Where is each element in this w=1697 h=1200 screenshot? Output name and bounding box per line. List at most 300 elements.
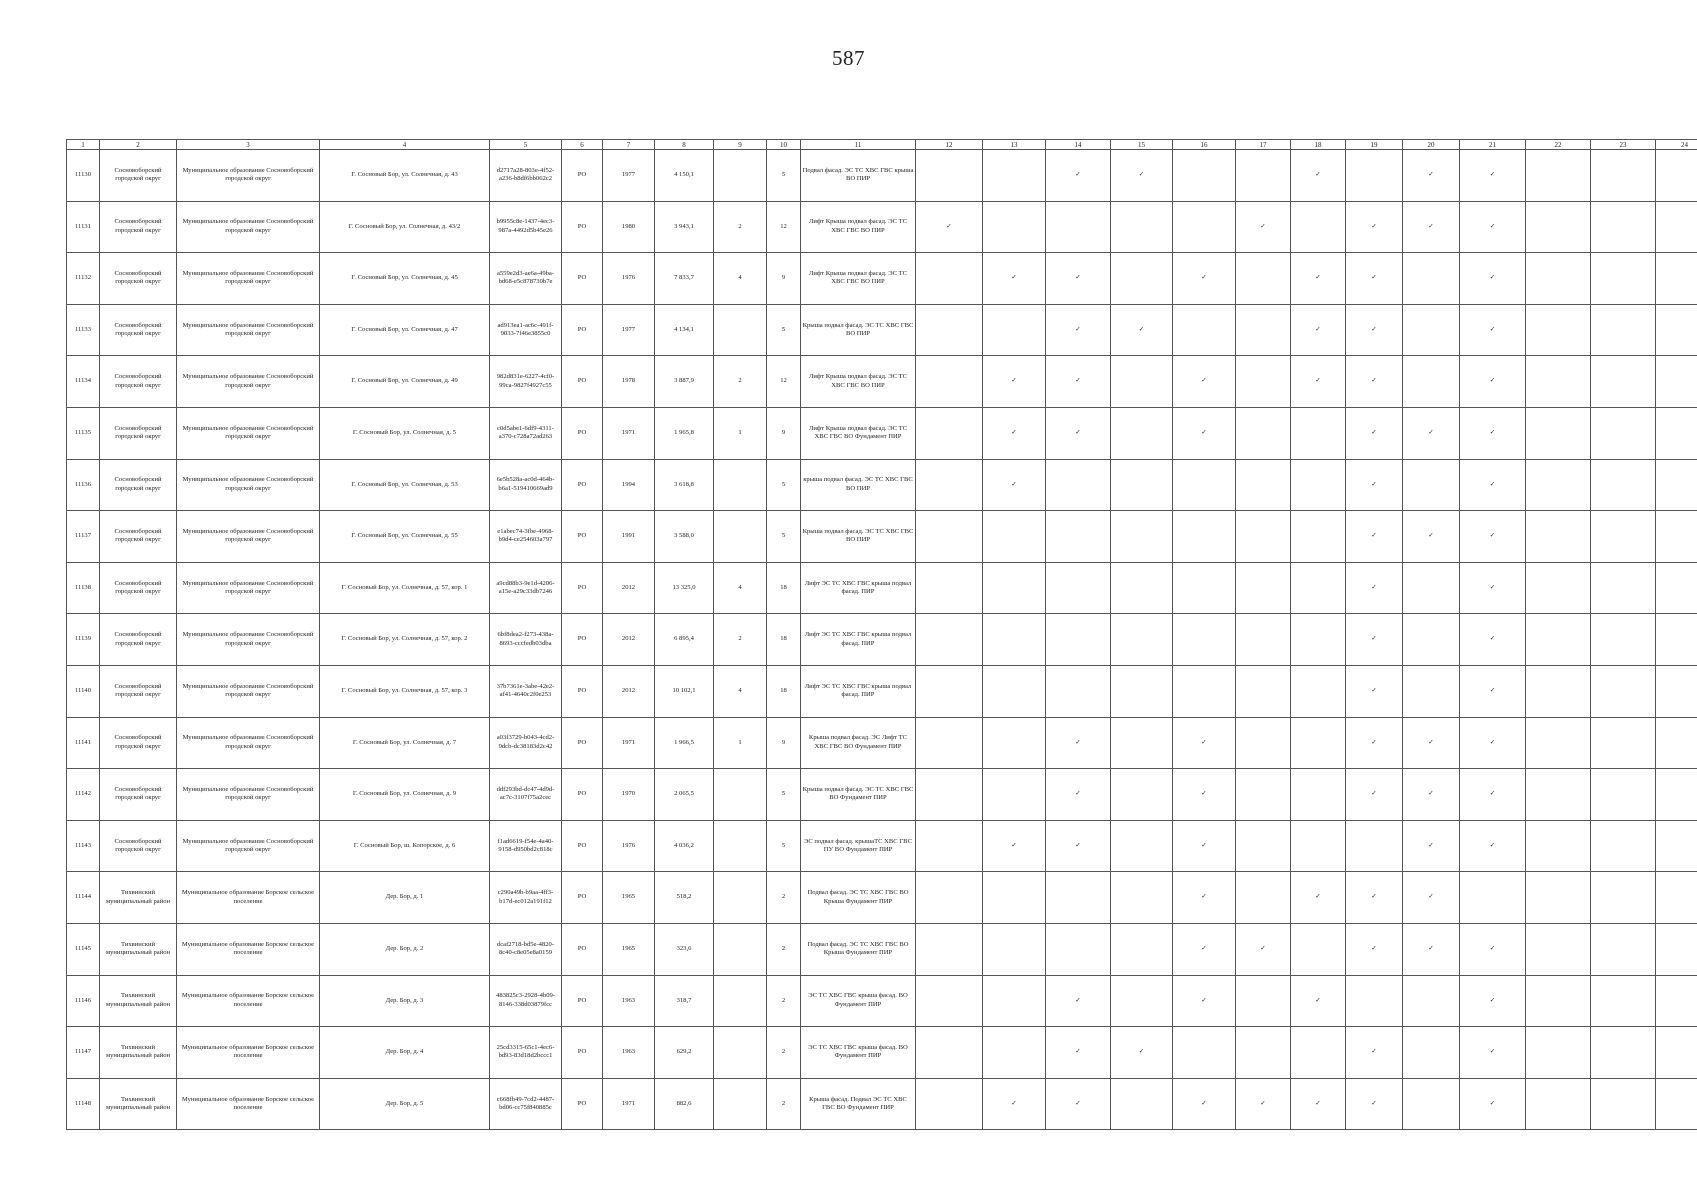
empty-cell [916, 459, 983, 511]
empty-cell [1526, 201, 1591, 253]
table-row [67, 150, 1697, 202]
check-mark-icon: ✓ [1346, 407, 1403, 459]
area-cell: 3 588,0 [655, 511, 714, 563]
empty-cell [1046, 511, 1111, 563]
row-id: 11131 [67, 201, 100, 253]
type-cell: РО [562, 717, 603, 769]
empty-cell [1656, 820, 1697, 872]
entrances-cell [714, 1078, 767, 1130]
empty-cell [983, 150, 1046, 202]
empty-cell [916, 511, 983, 563]
empty-cell [1656, 614, 1697, 666]
check-mark-icon: ✓ [1173, 769, 1236, 821]
year-cell: 1965 [603, 923, 655, 975]
empty-cell [1111, 459, 1173, 511]
empty-cell [1291, 614, 1346, 666]
row-id: 11148 [67, 1078, 100, 1130]
check-mark-icon: ✓ [1460, 717, 1526, 769]
check-mark-icon: ✓ [1291, 1078, 1346, 1130]
empty-cell [1656, 459, 1697, 511]
table-row [67, 562, 1697, 614]
column-header-22: 22 [1526, 140, 1591, 150]
district-cell: Сосновоборский городской округ [100, 820, 177, 872]
empty-cell [1236, 562, 1291, 614]
type-cell: РО [562, 1027, 603, 1079]
check-mark-icon: ✓ [1403, 150, 1460, 202]
table-row [67, 304, 1697, 356]
column-header-12: 12 [916, 140, 983, 150]
year-cell: 1963 [603, 975, 655, 1027]
check-mark-icon: ✓ [1173, 253, 1236, 305]
table-row [67, 407, 1697, 459]
check-mark-icon: ✓ [1460, 769, 1526, 821]
empty-cell [1173, 511, 1236, 563]
empty-cell [1046, 614, 1111, 666]
empty-cell [1346, 975, 1403, 1027]
empty-cell [1291, 923, 1346, 975]
table-row [67, 253, 1697, 305]
empty-cell [1291, 820, 1346, 872]
entrances-cell [714, 150, 767, 202]
municipality-cell: Муниципальное образование Сосновоборский городской округ [177, 665, 320, 717]
row-id: 11141 [67, 717, 100, 769]
empty-cell [983, 665, 1046, 717]
district-cell: Тихвинский муниципальный район [100, 1078, 177, 1130]
check-mark-icon: ✓ [1173, 717, 1236, 769]
check-mark-icon: ✓ [1460, 356, 1526, 408]
check-mark-icon: ✓ [1460, 665, 1526, 717]
works-cell: ЭС ТС ХВС ГВС крыша фасад. ВО Фундамент ПИР [801, 975, 916, 1027]
check-mark-icon: ✓ [1460, 562, 1526, 614]
floors-cell: 12 [767, 201, 801, 253]
type-cell: РО [562, 356, 603, 408]
empty-cell [1111, 820, 1173, 872]
empty-cell [1591, 1027, 1656, 1079]
empty-cell [1403, 253, 1460, 305]
type-cell: РО [562, 304, 603, 356]
year-cell: 1991 [603, 511, 655, 563]
type-cell: РО [562, 665, 603, 717]
check-mark-icon: ✓ [1346, 253, 1403, 305]
table-row [67, 614, 1697, 666]
table-row [67, 511, 1697, 563]
check-mark-icon: ✓ [1236, 201, 1291, 253]
guid-cell: 37b7361e-3abe-42e2-af41-4640c2f0e253 [490, 665, 562, 717]
empty-cell [1526, 459, 1591, 511]
column-header-24: 24 [1656, 140, 1697, 150]
year-cell: 2012 [603, 562, 655, 614]
column-header-8: 8 [655, 140, 714, 150]
empty-cell [916, 356, 983, 408]
empty-cell [1236, 1027, 1291, 1079]
address-cell: Г. Сосновый Бор, ул. Солнечная, д. 43/2 [320, 201, 490, 253]
district-cell: Сосновоборский городской округ [100, 562, 177, 614]
district-cell: Сосновоборский городской округ [100, 150, 177, 202]
empty-cell [916, 717, 983, 769]
address-cell: Г. Сосновый Бор, ул. Солнечная, д. 7 [320, 717, 490, 769]
area-cell: 1 966,5 [655, 717, 714, 769]
municipality-cell: Муниципальное образование Борское сельское поселение [177, 975, 320, 1027]
area-cell: 10 102,1 [655, 665, 714, 717]
entrances-cell [714, 872, 767, 924]
empty-cell [1403, 562, 1460, 614]
check-mark-icon: ✓ [983, 820, 1046, 872]
year-cell: 1965 [603, 872, 655, 924]
empty-cell [983, 304, 1046, 356]
type-cell: РО [562, 459, 603, 511]
empty-cell [1173, 150, 1236, 202]
check-mark-icon: ✓ [1291, 253, 1346, 305]
empty-cell [916, 253, 983, 305]
empty-cell [1173, 459, 1236, 511]
check-mark-icon: ✓ [1403, 872, 1460, 924]
check-mark-icon: ✓ [1236, 923, 1291, 975]
column-header-9: 9 [714, 140, 767, 150]
floors-cell: 2 [767, 923, 801, 975]
address-cell: Дер. Бор, д. 2 [320, 923, 490, 975]
empty-cell [1403, 1078, 1460, 1130]
empty-cell [1591, 820, 1656, 872]
check-mark-icon: ✓ [1346, 562, 1403, 614]
entrances-cell [714, 511, 767, 563]
check-mark-icon: ✓ [1346, 665, 1403, 717]
guid-cell: e1abec74-3fbe-4968-b9d4-ce254603a797 [490, 511, 562, 563]
year-cell: 1978 [603, 356, 655, 408]
check-mark-icon: ✓ [983, 1078, 1046, 1130]
row-id: 11146 [67, 975, 100, 1027]
column-header-13: 13 [983, 140, 1046, 150]
year-cell: 1971 [603, 717, 655, 769]
table-row [67, 820, 1697, 872]
row-id: 11133 [67, 304, 100, 356]
check-mark-icon: ✓ [1460, 1027, 1526, 1079]
guid-cell: c668fb49-7cd2-4487-bd06-cc75f840885c [490, 1078, 562, 1130]
area-cell: 3 943,1 [655, 201, 714, 253]
empty-cell [1656, 253, 1697, 305]
floors-cell: 2 [767, 1078, 801, 1130]
check-mark-icon: ✓ [1346, 201, 1403, 253]
floors-cell: 5 [767, 150, 801, 202]
entrances-cell [714, 975, 767, 1027]
district-cell: Сосновоборский городской округ [100, 407, 177, 459]
floors-cell: 5 [767, 459, 801, 511]
floors-cell: 5 [767, 304, 801, 356]
district-cell: Сосновоборский городской округ [100, 253, 177, 305]
empty-cell [1526, 304, 1591, 356]
empty-cell [1526, 872, 1591, 924]
column-header-17: 17 [1236, 140, 1291, 150]
empty-cell [1236, 459, 1291, 511]
floors-cell: 18 [767, 562, 801, 614]
page-number: 587 [832, 46, 865, 70]
check-mark-icon: ✓ [1403, 923, 1460, 975]
empty-cell [1046, 665, 1111, 717]
empty-cell [1656, 923, 1697, 975]
check-mark-icon: ✓ [1460, 511, 1526, 563]
empty-cell [1656, 150, 1697, 202]
empty-cell [1591, 356, 1656, 408]
guid-cell: b9955c8e-1437-4ec3-987a-4492d5b45e26 [490, 201, 562, 253]
check-mark-icon: ✓ [1173, 356, 1236, 408]
empty-cell [983, 1027, 1046, 1079]
entrances-cell: 4 [714, 562, 767, 614]
guid-cell: 483825c3-2928-4b09-8146-338d03879fcc [490, 975, 562, 1027]
guid-cell: c0d5abe1-6df9-4311-a370-c728a72ad263 [490, 407, 562, 459]
check-mark-icon: ✓ [1046, 769, 1111, 821]
district-cell: Сосновоборский городской округ [100, 511, 177, 563]
empty-cell [1173, 562, 1236, 614]
floors-cell: 5 [767, 820, 801, 872]
empty-cell [916, 562, 983, 614]
column-header-1: 1 [67, 140, 100, 150]
floors-cell: 2 [767, 872, 801, 924]
year-cell: 1980 [603, 201, 655, 253]
address-cell: Г. Сосновый Бор, ул. Солнечная, д. 57, кор. 1 [320, 562, 490, 614]
row-id: 11139 [67, 614, 100, 666]
empty-cell [983, 201, 1046, 253]
area-cell: 2 065,5 [655, 769, 714, 821]
district-cell: Сосновоборский городской округ [100, 304, 177, 356]
check-mark-icon: ✓ [983, 253, 1046, 305]
floors-cell: 18 [767, 665, 801, 717]
municipality-cell: Муниципальное образование Сосновоборский городской округ [177, 614, 320, 666]
works-cell: Лифт ЭС ТС ХВС ГВС крыша подвал фасад. ПИР [801, 614, 916, 666]
empty-cell [1526, 665, 1591, 717]
check-mark-icon: ✓ [1346, 1078, 1403, 1130]
empty-cell [1591, 1078, 1656, 1130]
municipality-cell: Муниципальное образование Борское сельское поселение [177, 872, 320, 924]
works-cell: Подвал фасад. ЭС ТС ХВС ГВС ВО Крыша Фундамент ПИР [801, 923, 916, 975]
check-mark-icon: ✓ [1460, 201, 1526, 253]
check-mark-icon: ✓ [1346, 717, 1403, 769]
check-mark-icon: ✓ [1346, 511, 1403, 563]
column-header-7: 7 [603, 140, 655, 150]
empty-cell [983, 614, 1046, 666]
empty-cell [1591, 665, 1656, 717]
address-cell: Г. Сосновый Бор, ул. Солнечная, д. 5 [320, 407, 490, 459]
column-header-5: 5 [490, 140, 562, 150]
check-mark-icon: ✓ [983, 407, 1046, 459]
check-mark-icon: ✓ [1460, 614, 1526, 666]
address-cell: Дер. Бор, д. 1 [320, 872, 490, 924]
column-header-16: 16 [1173, 140, 1236, 150]
empty-cell [1526, 150, 1591, 202]
entrances-cell [714, 769, 767, 821]
empty-cell [1656, 201, 1697, 253]
area-cell: 3 618,8 [655, 459, 714, 511]
check-mark-icon: ✓ [1173, 923, 1236, 975]
address-cell: Г. Сосновый Бор, ул. Солнечная, д. 49 [320, 356, 490, 408]
check-mark-icon: ✓ [1460, 304, 1526, 356]
type-cell: РО [562, 1078, 603, 1130]
empty-cell [1236, 511, 1291, 563]
empty-cell [1526, 975, 1591, 1027]
empty-cell [1526, 614, 1591, 666]
empty-cell [1111, 975, 1173, 1027]
housing-registry-table [66, 139, 1697, 1130]
municipality-cell: Муниципальное образование Сосновоборский городской округ [177, 356, 320, 408]
type-cell: РО [562, 975, 603, 1027]
year-cell: 1994 [603, 459, 655, 511]
check-mark-icon: ✓ [1460, 150, 1526, 202]
empty-cell [1656, 665, 1697, 717]
check-mark-icon: ✓ [1460, 407, 1526, 459]
year-cell: 2012 [603, 614, 655, 666]
year-cell: 1977 [603, 150, 655, 202]
empty-cell [1656, 356, 1697, 408]
guid-cell: 982d831e-6227-4cf0-99ca-9827f4927c55 [490, 356, 562, 408]
empty-cell [1291, 511, 1346, 563]
district-cell: Сосновоборский городской округ [100, 665, 177, 717]
guid-cell: f1ad6619-f54e-4a40-9158-d950bd2c818c [490, 820, 562, 872]
empty-cell [1111, 665, 1173, 717]
check-mark-icon: ✓ [1046, 253, 1111, 305]
municipality-cell: Муниципальное образование Сосновоборский городской округ [177, 562, 320, 614]
entrances-cell: 1 [714, 717, 767, 769]
empty-cell [1591, 201, 1656, 253]
guid-cell: ddf293bd-dc47-4d9d-ac7c-3107f75a2cec [490, 769, 562, 821]
empty-cell [1591, 872, 1656, 924]
check-mark-icon: ✓ [1346, 614, 1403, 666]
empty-cell [1591, 150, 1656, 202]
row-id: 11144 [67, 872, 100, 924]
row-id: 11130 [67, 150, 100, 202]
floors-cell: 5 [767, 769, 801, 821]
works-cell: Лифт ЭС ТС ХВС ГВС крыша подвал фасад. ПИР [801, 665, 916, 717]
works-cell: ЭС подвал фасад. крышаТС ХВС ГВС ПУ ВО Фундамент ПИР [801, 820, 916, 872]
municipality-cell: Муниципальное образование Сосновоборский городской округ [177, 201, 320, 253]
year-cell: 1977 [603, 304, 655, 356]
column-header-21: 21 [1460, 140, 1526, 150]
empty-cell [1111, 1078, 1173, 1130]
works-cell: Подвал фасад. ЭС ТС ХВС ГВС крыша ВО ПИР [801, 150, 916, 202]
empty-cell [1173, 304, 1236, 356]
empty-cell [1046, 872, 1111, 924]
empty-cell [1526, 562, 1591, 614]
municipality-cell: Муниципальное образование Борское сельское поселение [177, 923, 320, 975]
empty-cell [1291, 562, 1346, 614]
empty-cell [1236, 304, 1291, 356]
empty-cell [1460, 872, 1526, 924]
type-cell: РО [562, 872, 603, 924]
entrances-cell: 2 [714, 614, 767, 666]
check-mark-icon: ✓ [1046, 407, 1111, 459]
type-cell: РО [562, 820, 603, 872]
empty-cell [916, 769, 983, 821]
type-cell: РО [562, 253, 603, 305]
year-cell: 1971 [603, 407, 655, 459]
check-mark-icon: ✓ [1346, 356, 1403, 408]
empty-cell [1236, 820, 1291, 872]
address-cell: Г. Сосновый Бор, ш. Копорское, д. 6 [320, 820, 490, 872]
empty-cell [1526, 717, 1591, 769]
empty-cell [916, 1078, 983, 1130]
municipality-cell: Муниципальное образование Сосновоборский городской округ [177, 304, 320, 356]
floors-cell: 9 [767, 717, 801, 769]
empty-cell [1526, 1027, 1591, 1079]
empty-cell [1291, 665, 1346, 717]
year-cell: 1971 [603, 1078, 655, 1130]
row-id: 11142 [67, 769, 100, 821]
type-cell: РО [562, 769, 603, 821]
empty-cell [916, 923, 983, 975]
entrances-cell: 1 [714, 407, 767, 459]
row-id: 11143 [67, 820, 100, 872]
row-id: 11147 [67, 1027, 100, 1079]
works-cell: Крыша подвал фасад. ЭС Лифт ТС ХВС ГВС ВО Фундамент ПИР [801, 717, 916, 769]
entrances-cell [714, 304, 767, 356]
works-cell: Крыша фасад. Подвал ЭС ТС ХВС ГВС ВО Фундамент ПИР [801, 1078, 916, 1130]
empty-cell [1526, 1078, 1591, 1130]
address-cell: Дер. Бор, д. 5 [320, 1078, 490, 1130]
guid-cell: ad913ea1-ac6c-491f-9033-7f46e3855c0 [490, 304, 562, 356]
district-cell: Сосновоборский городской округ [100, 356, 177, 408]
table-row [67, 201, 1697, 253]
address-cell: Г. Сосновый Бор, ул. Солнечная, д. 43 [320, 150, 490, 202]
empty-cell [1591, 304, 1656, 356]
municipality-cell: Муниципальное образование Сосновоборский городской округ [177, 407, 320, 459]
entrances-cell: 2 [714, 201, 767, 253]
check-mark-icon: ✓ [1346, 923, 1403, 975]
empty-cell [1403, 356, 1460, 408]
check-mark-icon: ✓ [1403, 407, 1460, 459]
empty-cell [1591, 562, 1656, 614]
empty-cell [1591, 769, 1656, 821]
column-header-4: 4 [320, 140, 490, 150]
district-cell: Сосновоборский городской округ [100, 717, 177, 769]
empty-cell [916, 665, 983, 717]
municipality-cell: Муниципальное образование Борское сельское поселение [177, 1027, 320, 1079]
empty-cell [1403, 614, 1460, 666]
empty-cell [1236, 614, 1291, 666]
row-id: 11145 [67, 923, 100, 975]
address-cell: Г. Сосновый Бор, ул. Солнечная, д. 47 [320, 304, 490, 356]
check-mark-icon: ✓ [1046, 150, 1111, 202]
empty-cell [1173, 201, 1236, 253]
table-row [67, 1078, 1697, 1130]
empty-cell [1236, 717, 1291, 769]
municipality-cell: Муниципальное образование Сосновоборский городской округ [177, 717, 320, 769]
column-header-6: 6 [562, 140, 603, 150]
empty-cell [1656, 975, 1697, 1027]
table-body [67, 150, 1697, 1130]
guid-cell: 6e5b528a-ac0d-464b-b6a1-519410669ad9 [490, 459, 562, 511]
municipality-cell: Муниципальное образование Борское сельское поселение [177, 1078, 320, 1130]
floors-cell: 2 [767, 1027, 801, 1079]
empty-cell [1656, 1078, 1697, 1130]
check-mark-icon: ✓ [1346, 1027, 1403, 1079]
floors-cell: 5 [767, 511, 801, 563]
area-cell: 323,6 [655, 923, 714, 975]
year-cell: 2012 [603, 665, 655, 717]
empty-cell [1403, 975, 1460, 1027]
empty-cell [983, 511, 1046, 563]
check-mark-icon: ✓ [1346, 459, 1403, 511]
district-cell: Тихвинский муниципальный район [100, 1027, 177, 1079]
type-cell: РО [562, 511, 603, 563]
empty-cell [1111, 407, 1173, 459]
empty-cell [1111, 511, 1173, 563]
works-cell: Лифт Крыша подвал фасад. ЭС ТС ХВС ГВС ВО Фундамент ПИР [801, 407, 916, 459]
empty-cell [916, 975, 983, 1027]
check-mark-icon: ✓ [1111, 304, 1173, 356]
municipality-cell: Муниципальное образование Сосновоборский городской округ [177, 769, 320, 821]
row-id: 11138 [67, 562, 100, 614]
check-mark-icon: ✓ [1291, 975, 1346, 1027]
district-cell: Сосновоборский городской округ [100, 201, 177, 253]
column-header-14: 14 [1046, 140, 1111, 150]
empty-cell [983, 975, 1046, 1027]
